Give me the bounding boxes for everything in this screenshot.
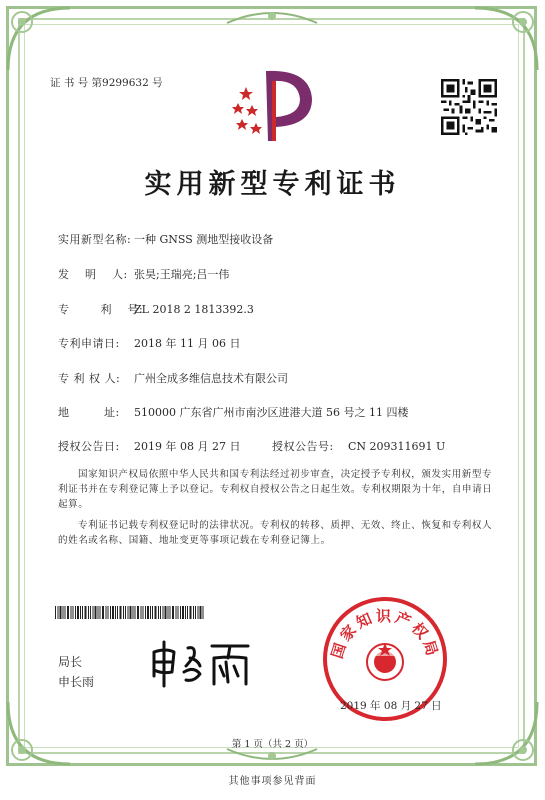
patentee-value: 广州全成多维信息技术有限公司 <box>134 372 288 385</box>
cnipa-logo-icon <box>232 65 318 143</box>
grant-date-label: 授权公告日: <box>58 440 120 453</box>
seal-date: 2019 年 08 月 27 日 <box>340 700 442 712</box>
page-indicator: 第 1 页（共 2 页） <box>231 739 314 750</box>
address-label: 地 址: <box>58 406 120 419</box>
corner-ornament-bottom-left <box>4 698 74 768</box>
certificate-title: 实用新型专利证书 <box>144 169 401 200</box>
grant-number-value: CN 209311691 U <box>348 440 446 453</box>
certificate-number <box>50 77 163 90</box>
svg-text:国家知识产权局: 国家知识产权局 <box>327 607 443 661</box>
certificate-number-value: 9299632 号 <box>102 77 163 89</box>
filing-date-value: 2018 年 11 月 06 日 <box>134 337 241 350</box>
patent-number-label: 专 利 号: <box>58 303 144 316</box>
footer-note: 其他事项参见背面 <box>228 776 317 787</box>
grant-statement-paragraph: 国家知识产权局依照中华人民共和国专利法经过初步审查，决定授予专利权，颁发实用新型专利证书并在专利登记簿上予以登记。专利权自授权公告之日起生效。专利权期限为十年，自申请日起算。 <box>58 469 493 510</box>
qr-code-icon <box>441 79 497 135</box>
grant-number-label: 授权公告号: <box>272 440 334 453</box>
grant-date-value: 2019 年 08 月 27 日 <box>134 440 241 453</box>
address-value: 510000 广东省广州市南沙区进港大道 56 号之 11 四楼 <box>134 406 409 419</box>
corner-ornament-top-left <box>4 4 74 74</box>
certificate-number-label: 证 书 号 第 <box>50 77 103 89</box>
filing-date-label: 专利申请日: <box>58 337 120 350</box>
legal-status-paragraph: 专利证书记载专利权登记时的法律状况。专利权的转移、质押、无效、终止、恢复和专利权人的姓名或名称、国籍、地址变更等事项记载在专利登记簿上。 <box>58 520 493 546</box>
corner-ornament-top-right <box>471 4 541 74</box>
top-center-ornament <box>222 8 322 28</box>
director-name: 申长雨 <box>58 675 95 689</box>
director-signature-icon <box>148 636 258 688</box>
patent-number-value: ZL 2018 2 1813392.3 <box>134 303 254 316</box>
utility-model-name-label: 实用新型名称: <box>58 233 132 246</box>
inventor-value: 张昊;王瑞亮;吕一伟 <box>134 268 230 281</box>
utility-model-name-value: 一种 GNSS 测地型接收设备 <box>134 233 274 246</box>
corner-ornament-bottom-right <box>471 698 541 768</box>
director-title: 局长 <box>58 655 83 669</box>
patentee-label: 专 利 权 人: <box>58 372 121 385</box>
barcode-icon <box>55 606 205 619</box>
inventor-label: 发 明 人: <box>58 268 128 281</box>
